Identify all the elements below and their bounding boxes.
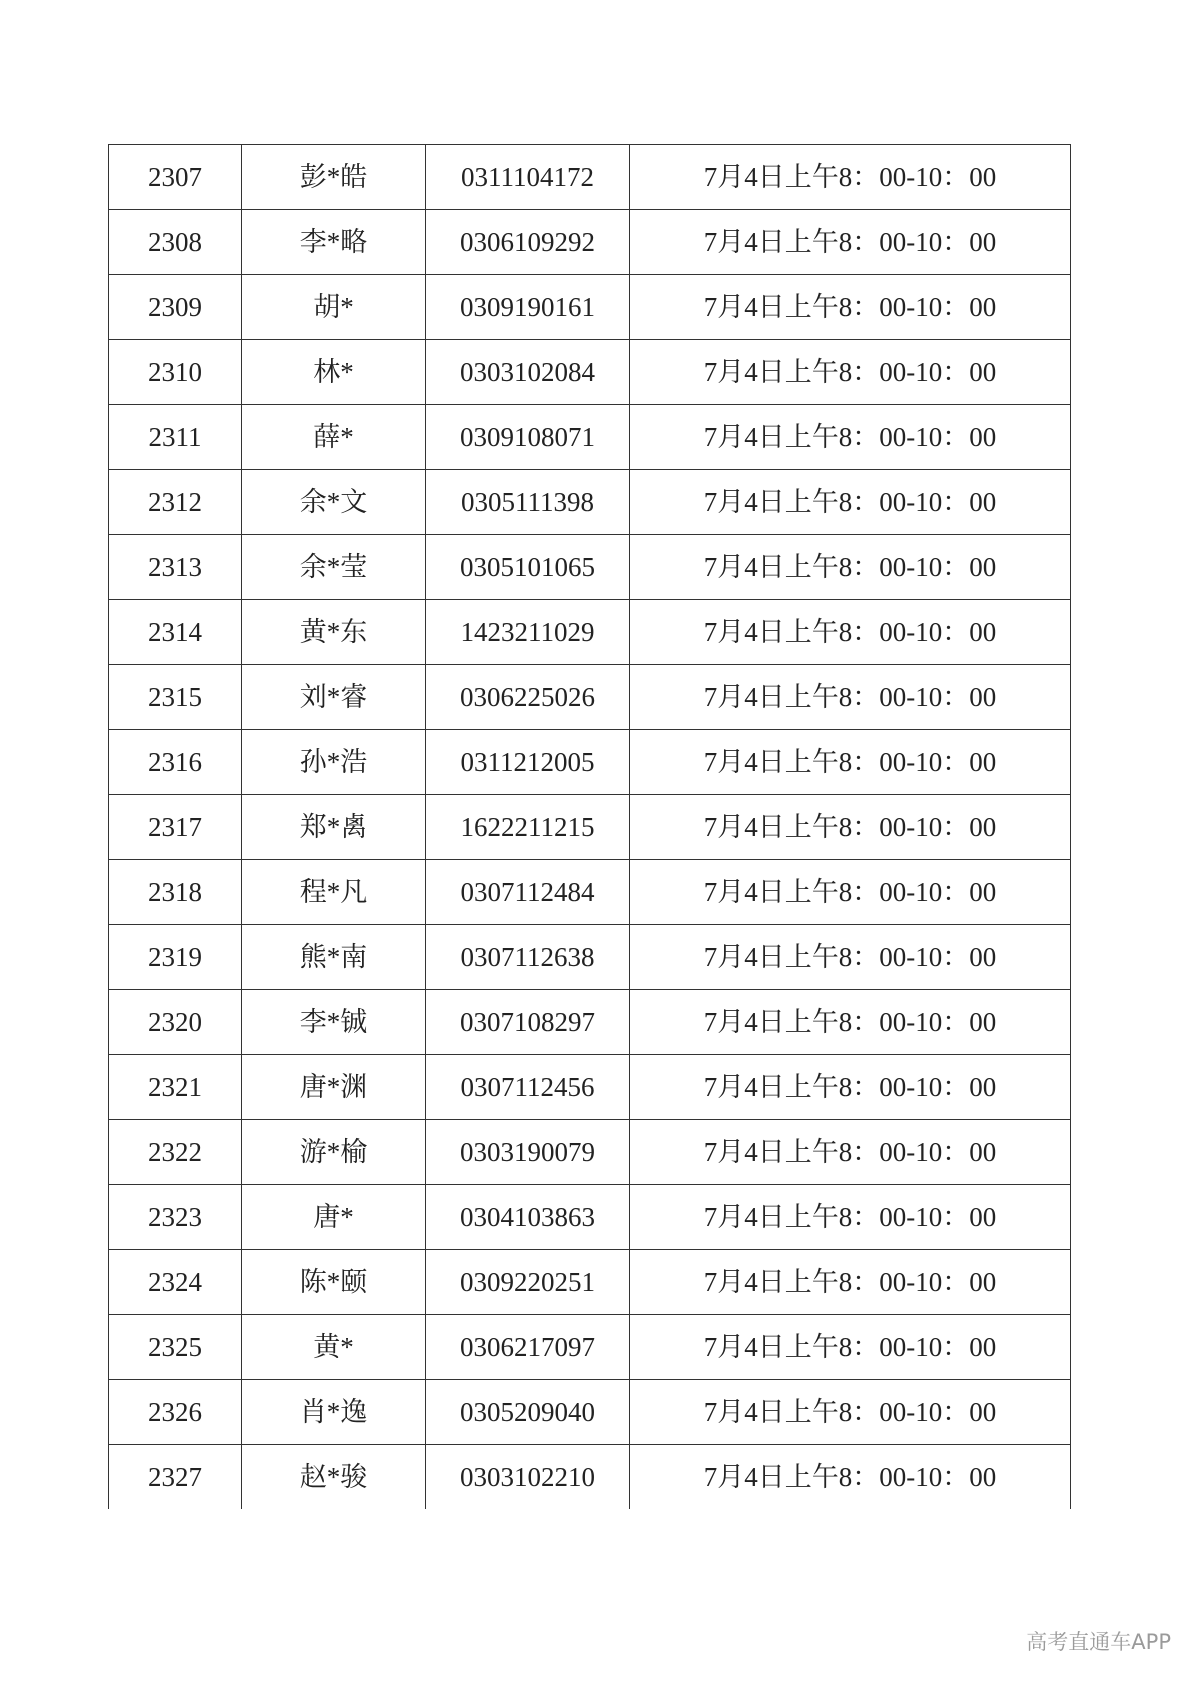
table-row <box>109 1380 1071 1445</box>
cell-sequence-number: 2327 <box>109 1445 242 1510</box>
table-row <box>109 1445 1071 1510</box>
table-row <box>109 860 1071 925</box>
cell-name: 郑*禼 <box>242 795 426 860</box>
cell-sequence-number: 2323 <box>109 1185 242 1250</box>
cell-sequence-number: 2312 <box>109 470 242 535</box>
table-row <box>109 990 1071 1055</box>
cell-name: 陈*颐 <box>242 1250 426 1315</box>
cell-sequence-number: 2307 <box>109 145 242 210</box>
table-row <box>109 1315 1071 1380</box>
table-row <box>109 730 1071 795</box>
table-row <box>109 1185 1071 1250</box>
cell-name: 唐* <box>242 1185 426 1250</box>
cell-id-number: 0309220251 <box>426 1250 630 1315</box>
cell-sequence-number: 2317 <box>109 795 242 860</box>
table-row <box>109 275 1071 340</box>
table-row <box>109 795 1071 860</box>
cell-name: 肖*逸 <box>242 1380 426 1445</box>
cell-name: 林* <box>242 340 426 405</box>
cell-name: 黄*东 <box>242 600 426 665</box>
cell-time-slot: 7月4日上午8：00-10：00 <box>630 600 1071 665</box>
cell-id-number: 0303102210 <box>426 1445 630 1510</box>
roster-table <box>108 144 1071 1509</box>
cell-id-number: 1423211029 <box>426 600 630 665</box>
table-row <box>109 340 1071 405</box>
cell-name: 赵*骏 <box>242 1445 426 1510</box>
cell-sequence-number: 2316 <box>109 730 242 795</box>
cell-id-number: 0303102084 <box>426 340 630 405</box>
cell-time-slot: 7月4日上午8：00-10：00 <box>630 860 1071 925</box>
roster-body <box>109 145 1071 1510</box>
cell-id-number: 0311104172 <box>426 145 630 210</box>
cell-sequence-number: 2313 <box>109 535 242 600</box>
cell-id-number: 0307108297 <box>426 990 630 1055</box>
table-row <box>109 925 1071 990</box>
cell-name: 黄* <box>242 1315 426 1380</box>
table-row <box>109 145 1071 210</box>
table-row <box>109 210 1071 275</box>
cell-time-slot: 7月4日上午8：00-10：00 <box>630 925 1071 990</box>
cell-name: 孙*浩 <box>242 730 426 795</box>
cell-id-number: 1622211215 <box>426 795 630 860</box>
cell-time-slot: 7月4日上午8：00-10：00 <box>630 1445 1071 1510</box>
cell-name: 李*略 <box>242 210 426 275</box>
cell-name: 程*凡 <box>242 860 426 925</box>
cell-time-slot: 7月4日上午8：00-10：00 <box>630 535 1071 600</box>
table-row <box>109 1250 1071 1315</box>
cell-time-slot: 7月4日上午8：00-10：00 <box>630 1250 1071 1315</box>
cell-sequence-number: 2310 <box>109 340 242 405</box>
cell-time-slot: 7月4日上午8：00-10：00 <box>630 275 1071 340</box>
cell-name: 余*莹 <box>242 535 426 600</box>
cell-id-number: 0309108071 <box>426 405 630 470</box>
cell-time-slot: 7月4日上午8：00-10：00 <box>630 210 1071 275</box>
cell-sequence-number: 2314 <box>109 600 242 665</box>
table-row <box>109 1055 1071 1120</box>
cell-id-number: 0311212005 <box>426 730 630 795</box>
cell-time-slot: 7月4日上午8：00-10：00 <box>630 1315 1071 1380</box>
cell-name: 彭*皓 <box>242 145 426 210</box>
table-row <box>109 1120 1071 1185</box>
cell-time-slot: 7月4日上午8：00-10：00 <box>630 1055 1071 1120</box>
cell-id-number: 0306109292 <box>426 210 630 275</box>
cell-sequence-number: 2322 <box>109 1120 242 1185</box>
cell-id-number: 0304103863 <box>426 1185 630 1250</box>
watermark-text: 高考直通车APP <box>1026 1630 1171 1654</box>
cell-name: 余*文 <box>242 470 426 535</box>
cell-name: 熊*南 <box>242 925 426 990</box>
cell-id-number: 0305111398 <box>426 470 630 535</box>
table-row <box>109 665 1071 730</box>
cell-time-slot: 7月4日上午8：00-10：00 <box>630 340 1071 405</box>
table-row <box>109 600 1071 665</box>
cell-sequence-number: 2309 <box>109 275 242 340</box>
cell-sequence-number: 2324 <box>109 1250 242 1315</box>
cell-sequence-number: 2320 <box>109 990 242 1055</box>
cell-id-number: 0306217097 <box>426 1315 630 1380</box>
cell-time-slot: 7月4日上午8：00-10：00 <box>630 665 1071 730</box>
cell-name: 李*铖 <box>242 990 426 1055</box>
cell-time-slot: 7月4日上午8：00-10：00 <box>630 145 1071 210</box>
cell-sequence-number: 2308 <box>109 210 242 275</box>
cell-sequence-number: 2326 <box>109 1380 242 1445</box>
cell-id-number: 0303190079 <box>426 1120 630 1185</box>
cell-name: 胡* <box>242 275 426 340</box>
cell-time-slot: 7月4日上午8：00-10：00 <box>630 405 1071 470</box>
cell-time-slot: 7月4日上午8：00-10：00 <box>630 730 1071 795</box>
cell-sequence-number: 2319 <box>109 925 242 990</box>
cell-id-number: 0307112484 <box>426 860 630 925</box>
cell-id-number: 0305209040 <box>426 1380 630 1445</box>
cell-sequence-number: 2311 <box>109 405 242 470</box>
cell-time-slot: 7月4日上午8：00-10：00 <box>630 1120 1071 1185</box>
cell-sequence-number: 2325 <box>109 1315 242 1380</box>
cell-sequence-number: 2318 <box>109 860 242 925</box>
table-row <box>109 535 1071 600</box>
cell-time-slot: 7月4日上午8：00-10：00 <box>630 990 1071 1055</box>
cell-sequence-number: 2315 <box>109 665 242 730</box>
cell-time-slot: 7月4日上午8：00-10：00 <box>630 1185 1071 1250</box>
cell-time-slot: 7月4日上午8：00-10：00 <box>630 795 1071 860</box>
cell-time-slot: 7月4日上午8：00-10：00 <box>630 470 1071 535</box>
cell-name: 唐*渊 <box>242 1055 426 1120</box>
cell-name: 游*榆 <box>242 1120 426 1185</box>
cell-id-number: 0305101065 <box>426 535 630 600</box>
cell-name: 薛* <box>242 405 426 470</box>
cell-id-number: 0307112638 <box>426 925 630 990</box>
table-row <box>109 405 1071 470</box>
cell-sequence-number: 2321 <box>109 1055 242 1120</box>
cell-name: 刘*睿 <box>242 665 426 730</box>
cell-id-number: 0306225026 <box>426 665 630 730</box>
table-row <box>109 470 1071 535</box>
cell-time-slot: 7月4日上午8：00-10：00 <box>630 1380 1071 1445</box>
cell-id-number: 0307112456 <box>426 1055 630 1120</box>
cell-id-number: 0309190161 <box>426 275 630 340</box>
